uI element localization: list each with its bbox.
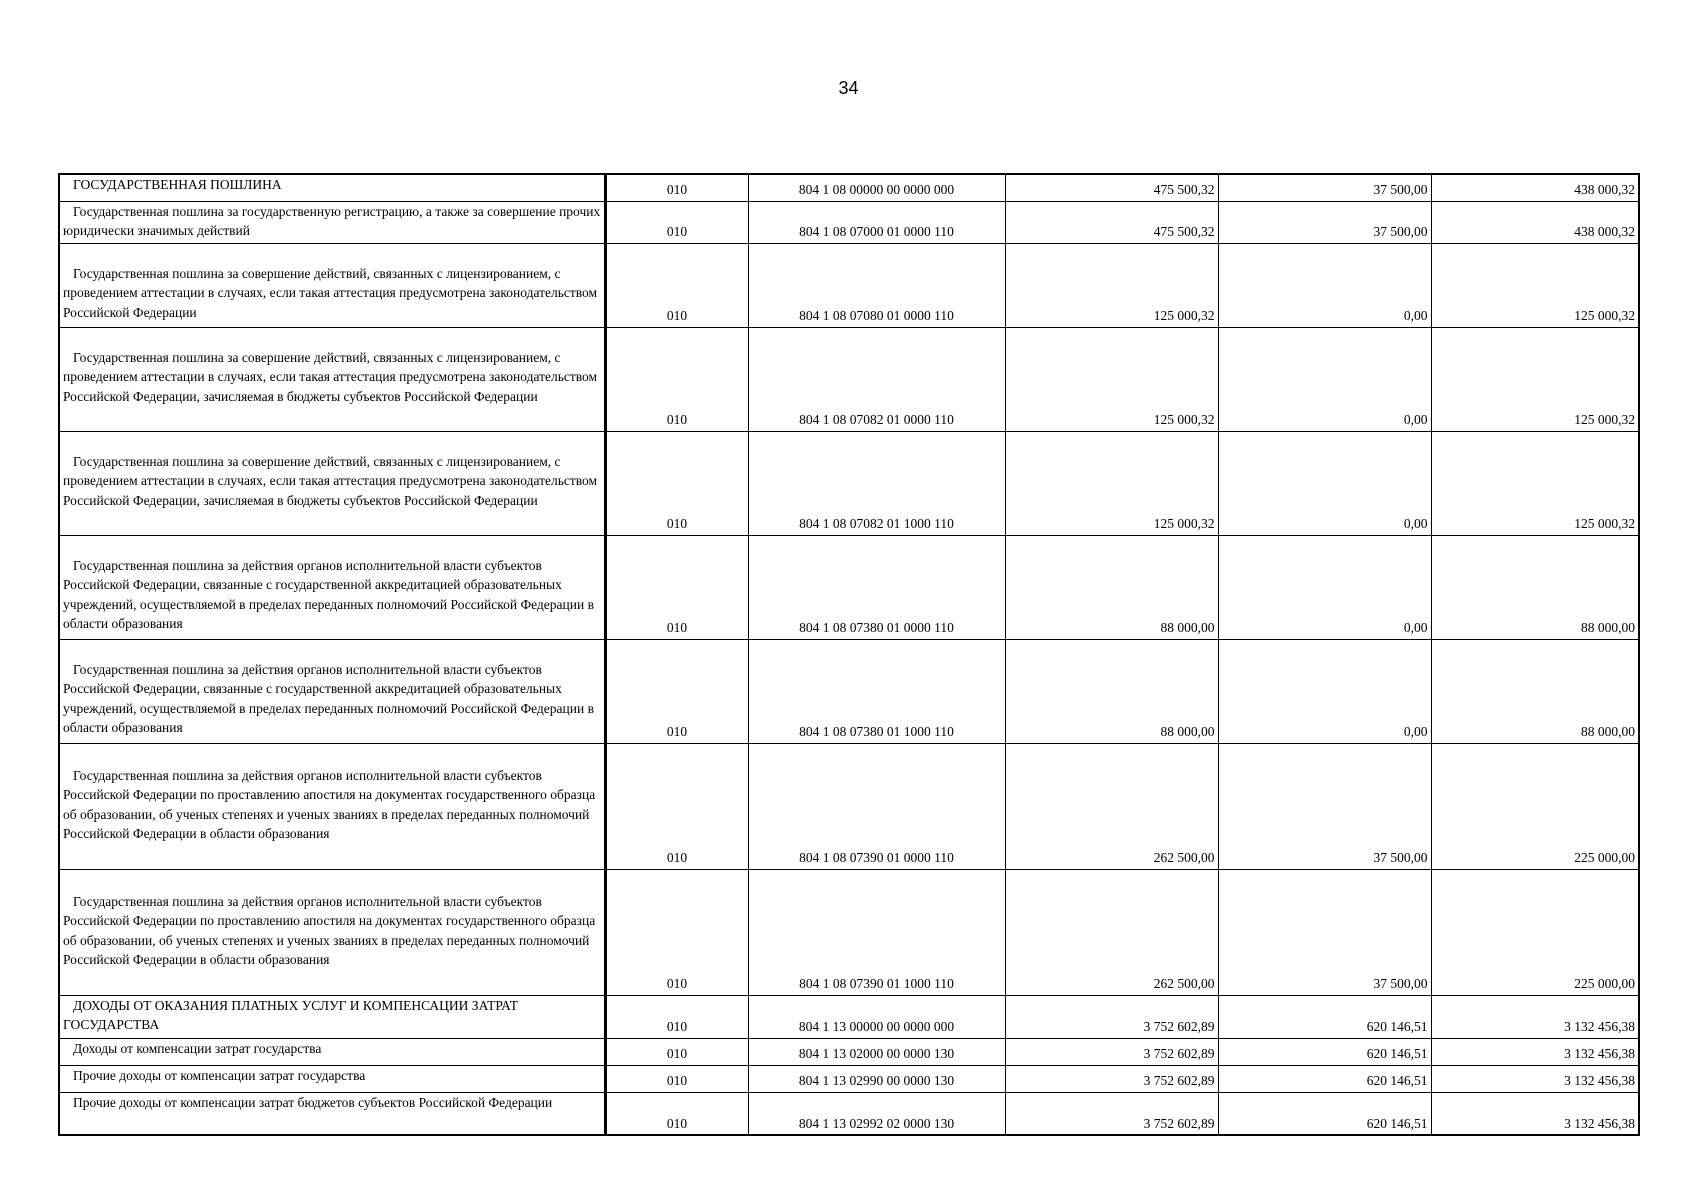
row-unexecuted: 125 000,32: [1431, 327, 1639, 431]
row-line-code: 010: [605, 869, 748, 995]
row-executed: 0,00: [1218, 243, 1431, 327]
row-line-code: 010: [605, 1038, 748, 1065]
row-approved: 88 000,00: [1005, 535, 1218, 639]
row-name: Государственная пошлина за совершение действий, связанных с лицензированием, с проведением аттестации в случаях, если такая аттестация предусмотрена законодательством Российской Федерации, зачисляемая в бюджеты субъектов Российской Федерации: [59, 327, 605, 431]
row-name: Доходы от компенсации затрат государства: [59, 1038, 605, 1065]
row-name: Государственная пошлина за действия органов исполнительной власти субъектов Российской Федерации по проставлению апостиля на документах государственного образца об образовании, об ученых степенях и ученых званиях в пределах переданных полномочий Российской Федерации в области образования: [59, 869, 605, 995]
table-row: [59, 1038, 1639, 1065]
row-name: Государственная пошлина за действия органов исполнительной власти субъектов Российской Федерации по проставлению апостиля на документах государственного образца об образовании, об ученых степенях и ученых званиях в пределах переданных полномочий Российской Федерации в области образования: [59, 743, 605, 869]
row-approved: 125 000,32: [1005, 243, 1218, 327]
table-row: [59, 243, 1639, 327]
row-line-code: 010: [605, 243, 748, 327]
row-executed: 37 500,00: [1218, 869, 1431, 995]
row-executed: 0,00: [1218, 327, 1431, 431]
table-row: [59, 1065, 1639, 1092]
row-approved: 125 000,32: [1005, 431, 1218, 535]
row-unexecuted: 438 000,32: [1431, 174, 1639, 201]
row-unexecuted: 438 000,32: [1431, 201, 1639, 243]
table-row: [59, 327, 1639, 431]
row-income-code: 804 1 08 07000 01 0000 110: [748, 201, 1005, 243]
row-income-code: 804 1 08 07390 01 1000 110: [748, 869, 1005, 995]
row-name: Государственная пошлина за действия органов исполнительной власти субъектов Российской Федерации, связанные с государственной аккредитацией образовательных учреждений, осуществляемой в пределах переданных полномочий Российской Федерации в области образования: [59, 639, 605, 743]
row-line-code: 010: [605, 327, 748, 431]
row-approved: 3 752 602,89: [1005, 1092, 1218, 1135]
row-income-code: 804 1 08 00000 00 0000 000: [748, 174, 1005, 201]
row-unexecuted: 3 132 456,38: [1431, 1065, 1639, 1092]
row-name: Прочие доходы от компенсации затрат государства: [59, 1065, 605, 1092]
table-row: [59, 535, 1639, 639]
row-unexecuted: 3 132 456,38: [1431, 995, 1639, 1038]
table-row: [59, 174, 1639, 201]
row-approved: 262 500,00: [1005, 743, 1218, 869]
row-approved: 475 500,32: [1005, 174, 1218, 201]
row-line-code: 010: [605, 174, 748, 201]
row-executed: 620 146,51: [1218, 1038, 1431, 1065]
row-approved: 125 000,32: [1005, 327, 1218, 431]
row-income-code: 804 1 13 00000 00 0000 000: [748, 995, 1005, 1038]
row-executed: 37 500,00: [1218, 201, 1431, 243]
row-income-code: 804 1 08 07082 01 0000 110: [748, 327, 1005, 431]
row-line-code: 010: [605, 1065, 748, 1092]
row-line-code: 010: [605, 431, 748, 535]
row-income-code: 804 1 13 02992 02 0000 130: [748, 1092, 1005, 1135]
budget-table: [58, 173, 1640, 1136]
row-line-code: 010: [605, 1092, 748, 1135]
table-row: [59, 743, 1639, 869]
row-approved: 88 000,00: [1005, 639, 1218, 743]
table-row: [59, 869, 1639, 995]
row-name: Государственная пошлина за действия органов исполнительной власти субъектов Российской Федерации, связанные с государственной аккредитацией образовательных учреждений, осуществляемой в пределах переданных полномочий Российской Федерации в области образования: [59, 535, 605, 639]
row-income-code: 804 1 08 07080 01 0000 110: [748, 243, 1005, 327]
row-executed: 620 146,51: [1218, 1092, 1431, 1135]
row-name: Государственная пошлина за совершение действий, связанных с лицензированием, с проведением аттестации в случаях, если такая аттестация предусмотрена законодательством Российской Федерации, зачисляемая в бюджеты субъектов Российской Федерации: [59, 431, 605, 535]
row-approved: 3 752 602,89: [1005, 1065, 1218, 1092]
row-income-code: 804 1 13 02990 00 0000 130: [748, 1065, 1005, 1092]
table-row: [59, 1092, 1639, 1135]
row-line-code: 010: [605, 743, 748, 869]
row-unexecuted: 3 132 456,38: [1431, 1038, 1639, 1065]
row-executed: 37 500,00: [1218, 743, 1431, 869]
row-name: ДОХОДЫ ОТ ОКАЗАНИЯ ПЛАТНЫХ УСЛУГ И КОМПЕНСАЦИИ ЗАТРАТ ГОСУДАРСТВА: [59, 995, 605, 1038]
row-income-code: 804 1 08 07082 01 1000 110: [748, 431, 1005, 535]
row-executed: 0,00: [1218, 535, 1431, 639]
row-name: Государственная пошлина за государственную регистрацию, а также за совершение прочих юридически значимых действий: [59, 201, 605, 243]
row-name: Государственная пошлина за совершение действий, связанных с лицензированием, с проведением аттестации в случаях, если такая аттестация предусмотрена законодательством Российской Федерации: [59, 243, 605, 327]
row-unexecuted: 225 000,00: [1431, 743, 1639, 869]
row-approved: 262 500,00: [1005, 869, 1218, 995]
row-executed: 620 146,51: [1218, 995, 1431, 1038]
row-income-code: 804 1 08 07390 01 0000 110: [748, 743, 1005, 869]
row-unexecuted: 3 132 456,38: [1431, 1092, 1639, 1135]
row-name: Прочие доходы от компенсации затрат бюджетов субъектов Российской Федерации: [59, 1092, 605, 1135]
row-unexecuted: 125 000,32: [1431, 243, 1639, 327]
table-row: [59, 201, 1639, 243]
page-number: 34: [838, 78, 859, 98]
row-name: ГОСУДАРСТВЕННАЯ ПОШЛИНА: [59, 174, 605, 201]
row-unexecuted: 225 000,00: [1431, 869, 1639, 995]
table-row: [59, 431, 1639, 535]
row-unexecuted: 88 000,00: [1431, 535, 1639, 639]
row-executed: 37 500,00: [1218, 174, 1431, 201]
row-executed: 620 146,51: [1218, 1065, 1431, 1092]
row-line-code: 010: [605, 639, 748, 743]
row-income-code: 804 1 13 02000 00 0000 130: [748, 1038, 1005, 1065]
row-executed: 0,00: [1218, 431, 1431, 535]
row-line-code: 010: [605, 535, 748, 639]
row-approved: 475 500,32: [1005, 201, 1218, 243]
row-executed: 0,00: [1218, 639, 1431, 743]
table-row: [59, 995, 1639, 1038]
row-line-code: 010: [605, 995, 748, 1038]
row-line-code: 010: [605, 201, 748, 243]
row-unexecuted: 88 000,00: [1431, 639, 1639, 743]
row-approved: 3 752 602,89: [1005, 1038, 1218, 1065]
row-income-code: 804 1 08 07380 01 1000 110: [748, 639, 1005, 743]
row-income-code: 804 1 08 07380 01 0000 110: [748, 535, 1005, 639]
row-unexecuted: 125 000,32: [1431, 431, 1639, 535]
row-approved: 3 752 602,89: [1005, 995, 1218, 1038]
table-row: [59, 639, 1639, 743]
